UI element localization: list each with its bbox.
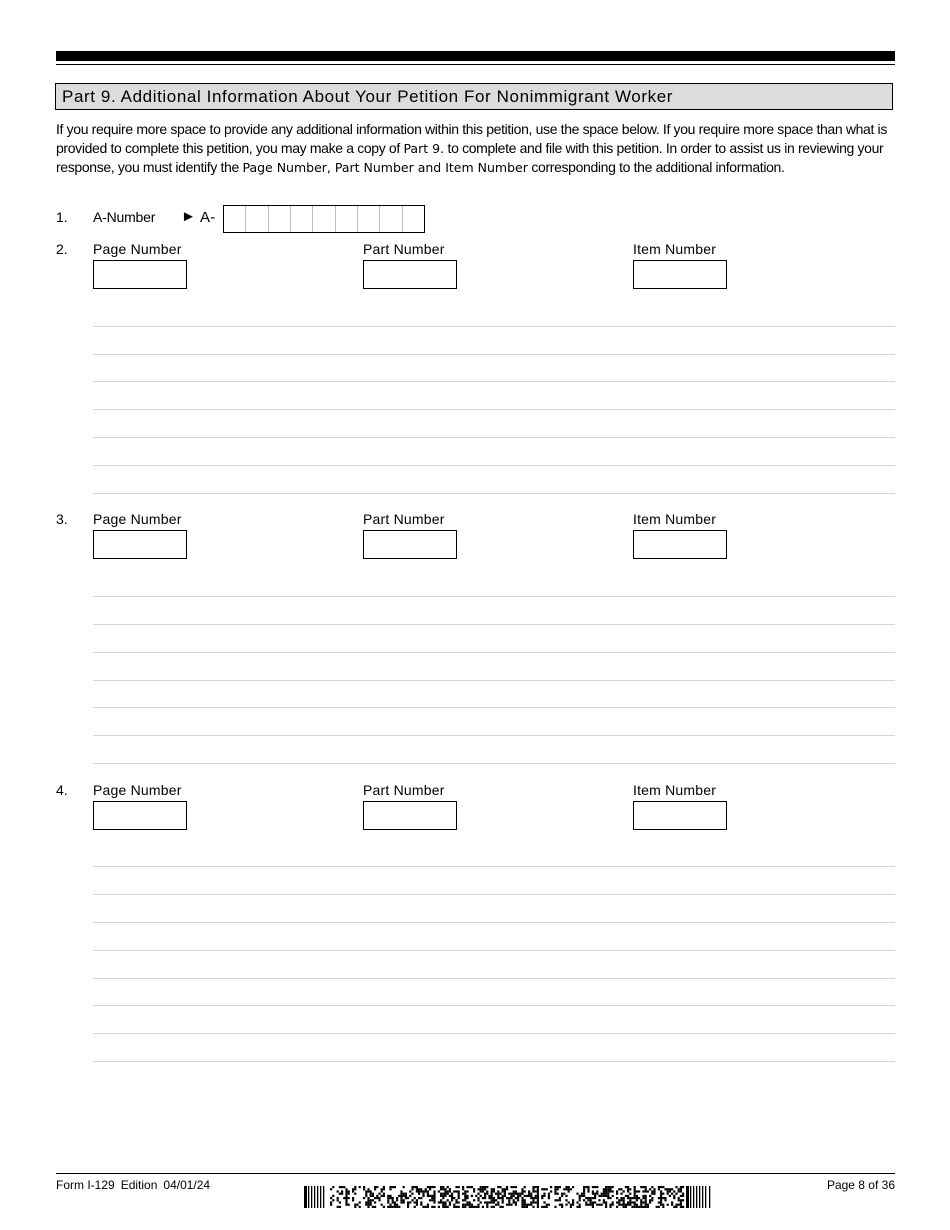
write-line[interactable]	[93, 493, 895, 494]
part-number-label: Part Number	[363, 241, 445, 257]
write-line[interactable]	[93, 1061, 895, 1062]
part-number-input[interactable]	[363, 260, 457, 289]
a-number-digit-cell[interactable]	[291, 206, 313, 232]
arrow-icon: ►	[181, 208, 196, 225]
footer-edition-label: Edition	[120, 1178, 158, 1192]
a-number-digit-cell[interactable]	[269, 206, 291, 232]
page-number-label: Page Number	[93, 511, 182, 527]
item-number-label: Item Number	[633, 241, 717, 257]
intro-paragraph	[56, 120, 896, 178]
write-line[interactable]	[93, 381, 895, 382]
write-line[interactable]	[93, 866, 895, 867]
intro-ref-numbers: Page Number, Part Number and Item Number	[242, 160, 528, 175]
a-number-digit-cell[interactable]	[403, 206, 424, 232]
a-number-prefix: A-	[200, 209, 216, 226]
footer-page-number: Page 8 of 36	[826, 1178, 895, 1192]
part-number-label: Part Number	[363, 782, 445, 798]
a-number-digit-cell[interactable]	[246, 206, 268, 232]
write-line[interactable]	[93, 950, 895, 951]
a-number-digit-cell[interactable]	[358, 206, 380, 232]
write-line[interactable]	[93, 978, 895, 979]
write-line[interactable]	[93, 1033, 895, 1034]
part-header: Part 9. Additional Information About Your Petition For Nonimmigrant Worker	[55, 83, 893, 110]
item-number-label: Item Number	[633, 782, 717, 798]
write-line[interactable]	[93, 437, 895, 438]
write-line[interactable]	[93, 652, 895, 653]
intro-ref-part: Part 9.	[403, 140, 445, 156]
write-line[interactable]	[93, 596, 895, 597]
barcode-image	[304, 1186, 714, 1208]
write-line[interactable]	[93, 354, 895, 355]
item-number-input[interactable]	[633, 801, 727, 830]
a-number-digit-cell[interactable]	[380, 206, 402, 232]
item-number-label: Item Number	[633, 511, 717, 527]
write-line[interactable]	[93, 922, 895, 923]
write-line[interactable]	[93, 1005, 895, 1006]
part-number-input[interactable]	[363, 530, 457, 559]
write-line[interactable]	[93, 465, 895, 466]
footer-form-info	[56, 1178, 216, 1192]
intro-text-2: to complete and file with this petition. In order to assist us in reviewing your response, you must identify the	[56, 139, 884, 175]
write-line[interactable]	[93, 735, 895, 736]
item-number-1: 1.	[56, 209, 68, 225]
page-number-input[interactable]	[93, 260, 187, 289]
top-rule-thick	[56, 51, 895, 61]
a-number-input[interactable]	[223, 205, 425, 233]
page-number-input[interactable]	[93, 530, 187, 559]
write-line[interactable]	[93, 894, 895, 895]
part-number-input[interactable]	[363, 801, 457, 830]
write-line[interactable]	[93, 680, 895, 681]
page-number-label: Page Number	[93, 241, 182, 257]
write-line[interactable]	[93, 763, 895, 764]
item-number-3: 3.	[56, 511, 68, 527]
a-number-digit-cell[interactable]	[224, 206, 246, 232]
intro-text-1: If you require more space to provide any additional information within this petition, use the space below. If you require more space than what is provided to complete this petition, you may make a copy of	[56, 121, 887, 156]
a-number-digit-cell[interactable]	[313, 206, 335, 232]
item-number-2: 2.	[56, 241, 68, 257]
item-number-4: 4.	[56, 782, 68, 798]
write-line[interactable]	[93, 624, 895, 625]
part-number-label: Part Number	[363, 511, 445, 527]
page-number-label: Page Number	[93, 782, 182, 798]
item-number-input[interactable]	[633, 530, 727, 559]
page-number-input[interactable]	[93, 801, 187, 830]
footer-rule	[56, 1173, 895, 1174]
top-rule-thin	[56, 64, 895, 65]
a-number-digit-cell[interactable]	[336, 206, 358, 232]
write-line[interactable]	[93, 409, 895, 410]
a-number-label: A-Number	[93, 209, 156, 225]
item-number-input[interactable]	[633, 260, 727, 289]
footer-edition-date: 04/01/24	[163, 1178, 211, 1192]
write-line[interactable]	[93, 326, 895, 327]
footer-form-id: Form I-129	[56, 1178, 115, 1192]
intro-text-3: corresponding to the additional information.	[527, 159, 785, 175]
write-line[interactable]	[93, 707, 895, 708]
